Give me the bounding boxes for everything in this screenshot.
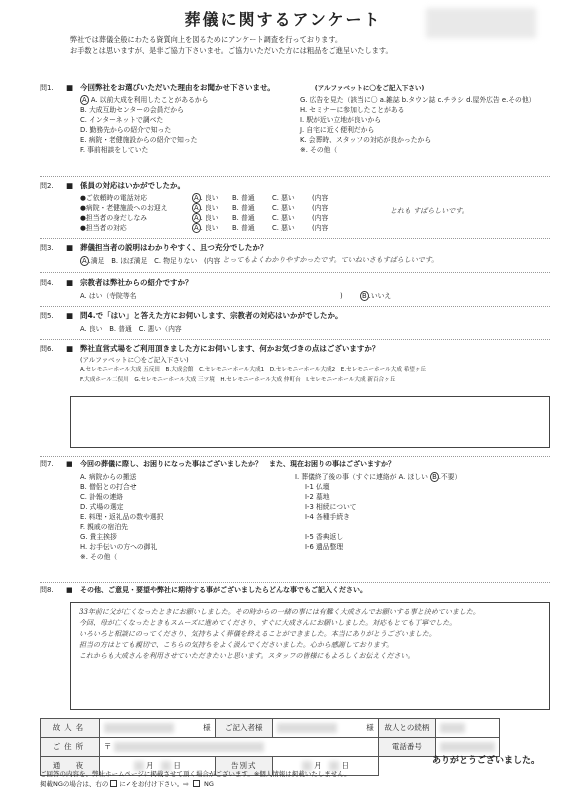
q1-option-b[interactable]: B. 大成互助センターの会員だから [80,105,184,114]
footer-line-1: ご回答の内容を、弊社ホームページに掲載させて頂く場合がございます。※個人情報は掲載いたしません。 [40,770,351,778]
writer-field[interactable]: 様 [272,719,378,738]
q2-row-pickup: ●病院・老健施設へのお迎え A . 良い B. 普通 C. 悪い (内容 [80,203,329,212]
q1-option-g[interactable]: G. 広告を見た（該当に〇 a.雑誌 b.タウン誌 c.チラシ d.屋外広告 e.その他） [300,95,536,104]
q5-number: 問5. [40,312,54,320]
q4-option-yes[interactable]: A. はい（寺院等名 [80,291,137,300]
q4-number: 問4. [40,279,54,287]
funeral-label: 告別式 [215,757,272,776]
question-4: 問4. ■ 宗教者は弊社からの紹介ですか？ A. はい（寺院等名 ) B . いいえ [40,278,392,300]
wake-label: 通 夜 [41,757,100,776]
q7-option-e[interactable]: E. 料理・返礼品の数や選択 [80,512,164,521]
q7-option-g[interactable]: G. 貴主挨拶 [80,532,117,541]
q8-handwritten-line: 今回、母が亡くなったときもスムーズに進めてくださり、すぐに大成さんにお願いしました。対応もとても丁寧でした。 [79,619,457,627]
q1-option-f[interactable]: F. 事前相談をしていた [80,145,149,154]
divider [40,582,550,583]
page-title: 葬儀に関するアンケート [184,10,382,29]
q2-row-service: ●担当者の対応 A . 良い B. 普通 C. 悪い (内容 [80,223,329,232]
q7-option-b[interactable]: B. 僧侶との打合せ [80,482,137,491]
q8-handwritten-line: いろいろと相談にのってくださり、気持ちよく葬儀を終えることができました。本当にありがとうございました。 [79,630,436,638]
q1-option-h[interactable]: H. セミナーに参加したことがある [300,105,405,114]
q8-number: 問8. [40,586,54,594]
divider [40,456,550,457]
q1-option-c[interactable]: C. インターネットで調べた [80,115,164,124]
q1-text: 今回弊社をお選びいただいた理由をお聞かせ下さいませ。 [80,83,275,92]
funeral-date-field[interactable]: 月 日 [272,757,378,776]
q1-option-other[interactable]: ※. その他（ [300,145,338,154]
divider [40,306,550,307]
q4-text: 宗教者は弊社からの紹介ですか？ [80,278,193,287]
q1-sub: (アルファベットに〇をご記入下さい) [314,84,425,92]
q1-option-a[interactable]: A A. 以前大成を利用したことがあるから [82,95,209,104]
deceased-label: 故人名 [41,719,100,738]
divider [40,176,550,177]
phone-field[interactable] [436,738,500,757]
question-6: 問6. ■ 弊社直営式場をご利用頂きました方にお伺いします、何かお気づきの点はございますか？ (アルファベットに〇をご記入下さい) A.セレモニーホール大成 五反田 B.大成会館 C.セレモニーホール大成1 D.セレモニーホール大成2 E.セレモニーホール大成 希望ヶ丘 F.大成ホール二俣川 G.セレモニーホール大成 三ツ境 H.セレモニーホール大成 仲町台 I.セレモニーホール大成 新百合ヶ丘 [40,344,550,386]
respondent-info-table [40,718,500,776]
relation-field[interactable] [436,719,500,738]
q1-option-e[interactable]: E. 病院・老健施設からの紹介で知った [80,135,198,144]
q2-row-phone: ●ご依頼時の電話対応 A . 良い B. 普通 C. 悪い (内容 [80,193,329,202]
q7-option-i5[interactable]: I-5 香典返し [305,532,344,541]
address-label: ご住所 [41,738,100,757]
q3-options[interactable]: 満足 B. ほぼ満足 C. 物足りない (内容 [90,256,221,265]
q6-text: 弊社直営式場をご利用頂きました方にお伺いします、何かお気づきの点はございますか？ [80,344,380,353]
q1-option-k[interactable]: K. 会葬時、スタッフの対応が良かったから [300,135,432,144]
divider [40,272,550,273]
q5-options[interactable]: A. 良い B. 普通 C. 悪い（内容 [80,324,182,333]
q8-handwritten-line: 33年前に父が亡くなったときにお願いしました。その時からの一緒の事には有難く大成さんでお願いする事と決めていました。 [79,608,480,616]
q7-option-i6[interactable]: I-6 遺品整理 [305,542,344,551]
q7-option-d[interactable]: D. 式場の選定 [80,502,124,511]
q7-option-i1[interactable]: I-1 仏壇 [305,482,330,491]
divider [40,339,550,340]
deceased-field[interactable]: 様 [99,719,215,738]
q6-number: 問6. [40,345,54,353]
publish-ng-checkbox[interactable] [193,780,200,787]
ng-label: NG [203,779,214,788]
check-mark-icon: ✓ [125,779,132,788]
writer-label: ご記入者様 [215,719,272,738]
q2-text: 係員の対応はいかがでしたか。 [80,181,185,190]
wake-date-field[interactable]: 月 日 [99,757,215,776]
q7-option-a[interactable]: A. 病院からの搬送 [80,472,137,481]
q6-comment-box[interactable] [70,396,550,448]
q5-text: 問4.で「はい」と答えた方にお伺いします、宗教者の対応はいかがでしたか。 [80,311,343,320]
q8-handwritten-line: 担当の方はとても親切で、こちらの気持ちをよく汲んでくださいました。心から感謝しております。 [79,641,394,649]
intro-line-1: 弊社では葬儀全般にわたる資質向上を図るためにアンケート調査を行っております。 [70,35,343,44]
footer-note [40,770,550,790]
q3-handwritten-comment: とってもよくわかりやすかったです。ていねいさもすばらしいです。 [222,256,439,265]
divider [40,238,550,239]
q3-text: 葬儀担当者の説明はわかりやすく、且つ充分でしたか？ [80,243,268,252]
q8-text: その他、ご意見・要望や弊社に期待する事がございましたらどんな事でもご記入ください。 [80,586,367,594]
q7-text: 今回の葬儀に際し、お困りになった事はございましたか？ また、現在お困りの事はございますか？ [80,460,395,468]
intro-line-2: お手数とは思いますが、是非ご協力下さいませ。ご協力いただいた方には粗品をご進呈いたします。 [70,46,393,56]
question-5: 問5. ■ 問4.で「はい」と答えた方にお伺いします、宗教者の対応はいかがでしたか。 A. 良い B. 普通 C. 悪い（内容 [40,311,343,333]
q7-option-i2[interactable]: I-2 墓地 [305,492,330,501]
question-1: 問1. ■ 今回弊社をお選びいただいた理由をお聞かせ下さいませ。 (アルファベットに〇をご記入下さい) A A. 以前大成を利用したことがあるから G. 広告を見た（該当に〇 a.雑誌 b.タウン誌 c.チラシ d.屋外広告 e.その他） B. 大成互助センターの会員だから H. セミナーに参加したことがある C. インターネットで調べた I. 駅が近い立地が良いから D. 勤務先からの紹介で知った J. 自宅に近く便利だから E. 病院・老健施設からの紹介で知った K. 会葬時、スタッフの対応が良かったから F. 事前相談をしていた ※. その他（ [40,83,536,154]
q6-venues-line-2[interactable]: F.大成ホール二俣川 G.セレモニーホール大成 三ツ境 H.セレモニーホール大成 仲町台 I.セレモニーホール大成 新百合ヶ丘 [80,377,396,384]
q1-option-d[interactable]: D. 勤務先からの紹介で知った [80,125,172,134]
checkbox-icon [110,780,117,787]
relation-label: 故人との続柄 [378,719,435,738]
q2-row-appearance: ●担当者の身だしなみ A . 良い B. 普通 C. 悪い (内容 [80,213,329,222]
q7-number: 問7. [40,460,54,468]
q2-number: 問2. [40,182,54,190]
q8-comment-box[interactable] [70,602,550,710]
q2-handwritten-comment: とれも すばらしいです。 [390,206,469,215]
q7-option-i[interactable]: I. 葬儀終了後の事（すぐに連絡が A. ほしい B . 不要） [295,472,462,481]
footer-line-2: 掲載NGの場合は、右の に✓をお付け下さい。⇨ NG [40,779,214,788]
question-8: 問8. ■ その他、ご意見・要望や弊社に期待する事がございましたらどんな事でもご記入ください。 [40,586,367,594]
question-7: 問7. ■ 今回の葬儀に際し、お困りになった事はございましたか？ また、現在お困りの事はございますか？ A. 病院からの搬送 B. 僧侶との打合せ C. 訃報の連絡 D. 式場の選定 E. 料理・返礼品の数や選択 F. 親戚の宿泊先 G. 貴主挨拶 H. お手伝いの方への御礼 ※. その他（ I. 葬儀終了後の事（すぐに連絡が A. ほしい B . 不要） I-1 仏壇 I-2 墓地 I-3 相続について I-4 各種手続き I-5 香典返し I-6 遺品整理 [40,460,550,562]
q6-sub: (アルファベットに〇をご記入下さい) [80,355,189,364]
q8-handwritten-line: これからも大成さんを利用させていただきたいと思います。スタッフの皆様にもよろしくお伝えください。 [79,652,415,660]
q7-option-h[interactable]: H. お手伝いの方への御礼 [80,542,158,551]
q1-option-i[interactable]: I. 駅が近い立地が良いから [300,115,382,124]
question-2: 問2. ■ 係員の対応はいかがでしたか。 ●ご依頼時の電話対応 A . 良い B. 普通 C. 悪い (内容 ●病院・老健施設へのお迎え A . 良い B. 普通 C. 悪い (内容 ●担当者の身だしなみ A . 良い B. 普通 C. 悪い (内容 ●担当者の対応 A . 良い B. 普通 C. 悪い (内容 とれも すばらしいです。 [40,181,550,233]
q7-option-i3[interactable]: I-3 相続について [305,502,357,511]
q7-option-c[interactable]: C. 訃報の連絡 [80,492,124,501]
q6-venues-line-1[interactable]: A.セレモニーホール大成 五反田 B.大成会館 C.セレモニーホール大成1 D.セレモニーホール大成2 E.セレモニーホール大成 希望ヶ丘 [80,367,427,374]
intro-text [70,34,540,56]
q7-option-f[interactable]: F. 親戚の宿泊先 [80,522,128,531]
q3-number: 問3. [40,244,54,252]
phone-label: 電話番号 [378,738,435,757]
q7-option-other[interactable]: ※. その他（ [80,552,118,561]
question-3: 問3. ■ 葬儀担当者の説明はわかりやすく、且つ充分でしたか？ A . 満足 B. ほぼ満足 C. 物足りない (内容 とってもよくわかりやすかったです。ていねいさもすばらしいです。 [40,243,439,265]
thank-you-text: ありがとうございました。 [432,756,541,766]
q7-option-i4[interactable]: I-4 各種手続き [305,512,350,521]
address-field[interactable]: 〒 [99,738,378,757]
q4-option-no[interactable]: いいえ [370,291,392,300]
q1-option-j[interactable]: J. 自宅に近く便利だから [300,125,375,134]
q1-number: 問1. [40,84,54,92]
q7-spacer [295,522,550,532]
